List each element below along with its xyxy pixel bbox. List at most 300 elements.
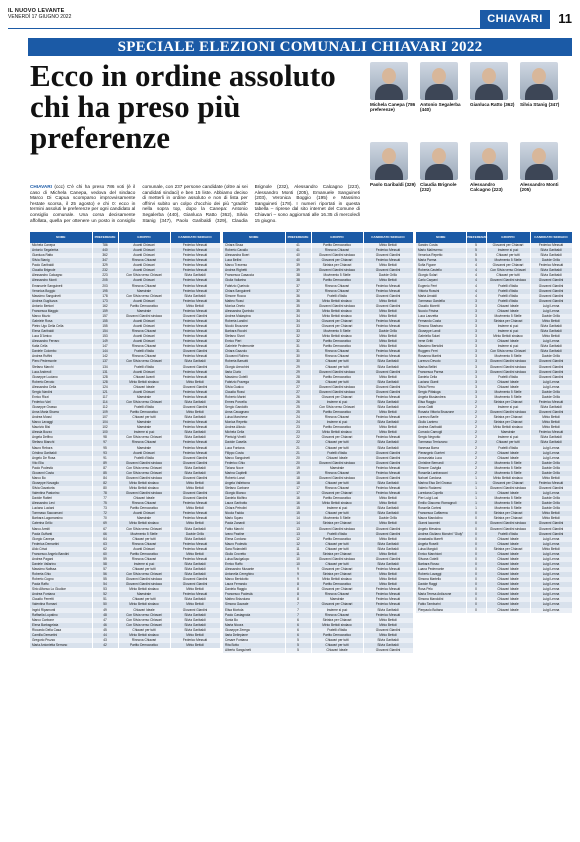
list-name: Chiavari per tutti	[118, 415, 170, 420]
mayor-candidate: Silvia Garibaldi	[530, 268, 572, 273]
mayor-candidate: Federico Messuti	[170, 268, 220, 273]
candidate-name: Maura Mandolino	[416, 516, 466, 521]
preferences-count: 5	[285, 648, 311, 653]
mayor-candidate: Davide Grillo	[530, 466, 572, 471]
list-name: Mirko Bettoli sindaco	[118, 380, 170, 385]
mayor-candidate: Giovanni Giardini	[363, 527, 413, 532]
preferences-count: 62	[92, 547, 118, 552]
candidate-name: Paola Raffo	[30, 582, 92, 587]
candidate-name: Paolo Garibaldi	[30, 263, 92, 268]
preferences-count: 0	[466, 527, 486, 532]
preferences-count: 43	[92, 638, 118, 643]
list-name: Chiavari per tutti	[311, 440, 363, 445]
preferences-count: 22	[285, 435, 311, 440]
issue-date: VENERDÌ 17 GIUGNO 2022	[8, 14, 72, 20]
preferences-count: 51	[92, 597, 118, 602]
candidate-name: Rosaria Vittoria Bruzzone	[416, 410, 466, 415]
preferences-count: 128	[92, 380, 118, 385]
list-name: Maestrale	[118, 420, 170, 425]
candidate-photo	[470, 142, 516, 193]
mayor-candidate: Silvia Garibaldi	[363, 365, 413, 370]
list-name: Sinistra per Chiavari	[311, 263, 363, 268]
mayor-candidate: Mirko Bettoli	[170, 380, 220, 385]
list-name: Giovanni per Chiavari	[311, 567, 363, 572]
preferences-count: 4	[466, 289, 486, 294]
mayor-candidate: Silvia Garibaldi	[170, 471, 220, 476]
list-name: Chiavari Ideale	[486, 552, 530, 557]
mayor-candidate: Mirko Bettoli	[170, 410, 220, 415]
candidate-name: Simone Rocca	[223, 294, 285, 299]
list-name: Mirko Bettoli sindaco	[118, 633, 170, 638]
preferences-count: 144	[92, 349, 118, 354]
preferences-count: 14	[285, 521, 311, 526]
list-name: Giovanni per Chiavari	[486, 263, 530, 268]
portrait-image	[470, 62, 508, 100]
mayor-candidate: Giovanni Giardini	[530, 527, 572, 532]
list-name: Mirko Bettoli sindaco	[118, 521, 170, 526]
preferences-count: 0	[466, 552, 486, 557]
masthead-left	[8, 8, 71, 20]
preferences-count: 104	[92, 420, 118, 425]
portrait-image	[470, 142, 508, 180]
preferences-count: 1	[466, 506, 486, 511]
preferences-count: 29	[285, 365, 311, 370]
candidate-name: Sergio Pittaluga	[416, 390, 466, 395]
list-name: Rinnova Chiavari	[118, 344, 170, 349]
preferences-count: 69	[92, 521, 118, 526]
list-name: Movimento 5 Stelle	[311, 329, 363, 334]
preferences-count: 1	[466, 496, 486, 501]
preferences-count: 15	[285, 506, 311, 511]
list-name: Con Silvia verso Chiavari	[118, 294, 170, 299]
candidate-name: Matteo Brizzolara	[223, 597, 285, 602]
mayor-candidate: Federico Messuti	[363, 289, 413, 294]
candidate-name: Gabriele Pedemonte	[223, 344, 285, 349]
preferences-count: 38	[285, 278, 311, 283]
mayor-candidate: Giovanni Giardini	[530, 486, 572, 491]
mayor-candidate: Federico Messuti	[363, 491, 413, 496]
candidate-name: Roberta Barsotti	[223, 359, 285, 364]
mayor-candidate: Federico Messuti	[170, 547, 220, 552]
list-name: Fratelli d'Italia	[486, 446, 530, 451]
list-name: Chiavari per tutti	[311, 380, 363, 385]
mayor-candidate: Luigi Lenna	[530, 309, 572, 314]
candidate-name: Luana Pedemonte	[416, 567, 466, 572]
list-name: Insieme si può	[118, 430, 170, 435]
list-name: Avanti Chiavari	[118, 248, 170, 253]
candidate-name: Maria Parma	[416, 258, 466, 263]
preferences-count: 8	[285, 597, 311, 602]
candidate-name: Sofia Figone	[416, 263, 466, 268]
table-header-row	[30, 232, 220, 243]
list-name: Chiavari per tutti	[118, 628, 170, 633]
preferences-count: 0	[466, 511, 486, 516]
candidate-name: Andrea Aliosio	[223, 425, 285, 430]
mayor-candidate: Mirko Bettoli	[530, 334, 572, 339]
list-name: Partito Democratico	[311, 633, 363, 638]
mayor-candidate: Mirko Bettoli	[363, 309, 413, 314]
list-name: Sinistra per Chiavari	[486, 420, 530, 425]
preferences-count: 203	[92, 284, 118, 289]
preferences-count: 30	[285, 354, 311, 359]
mayor-candidate: Mirko Bettoli	[363, 537, 413, 542]
list-name: Partito Democratico	[118, 304, 170, 309]
candidate-name: Tommaso Gardella	[416, 299, 466, 304]
column-header-list: GRUPPO	[486, 232, 530, 243]
table-row	[416, 608, 572, 613]
list-name: Sinistra per Chiavari	[486, 400, 530, 405]
mayor-candidate: Giovanni Giardini	[530, 410, 572, 415]
candidate-name: Luisa Margioli	[416, 547, 466, 552]
preferences-count: 8	[285, 592, 311, 597]
preferences-count: 2	[466, 410, 486, 415]
candidate-name: Nicolò Bruzzone	[223, 324, 285, 329]
candidate-name: Daniele Colombo	[30, 349, 92, 354]
preferences-count: 45	[92, 628, 118, 633]
preferences-count: 70	[92, 516, 118, 521]
column-header-name: NOME	[223, 232, 285, 243]
candidate-name: Angela Delfino	[30, 435, 92, 440]
list-name: Partito Democratico	[311, 425, 363, 430]
mayor-candidate: Davide Grillo	[530, 395, 572, 400]
mayor-candidate: Silvia Garibaldi	[170, 628, 220, 633]
section-label: CHIAVARI	[480, 10, 550, 28]
preferences-count: 87	[92, 466, 118, 471]
preferences-count: 154	[92, 329, 118, 334]
mayor-candidate: Federico Messuti	[363, 415, 413, 420]
preferences-count: 31	[285, 344, 311, 349]
table-header-row	[416, 232, 572, 243]
list-name: Rinnova Chiavari	[311, 289, 363, 294]
mayor-candidate: Giovanni Giardini	[170, 456, 220, 461]
candidate-name: Silvia Fierro	[416, 385, 466, 390]
candidate-name: Fabrizio Fravega	[223, 380, 285, 385]
preferences-count: 23	[285, 425, 311, 430]
candidate-name: Pierangelo Gurrieri	[416, 451, 466, 456]
mayor-candidate: Mirko Bettoli	[170, 633, 220, 638]
candidate-name: Monica Repetto	[223, 420, 285, 425]
preferences-count: 329	[92, 263, 118, 268]
list-name: Chiavari per tutti	[311, 542, 363, 547]
preferences-count: 26	[285, 395, 311, 400]
list-name: Chiavari Ideale	[486, 592, 530, 597]
mayor-candidate: Silvia Garibaldi	[170, 537, 220, 542]
preferences-count: 33	[285, 324, 311, 329]
mayor-candidate: Giovanni Giardini	[170, 349, 220, 354]
mayor-candidate: Giovanni Giardini	[170, 582, 220, 587]
mayor-candidate: Mirko Bettoli	[363, 572, 413, 577]
candidate-name: Alessandra Queirolo	[223, 309, 285, 314]
candidate-name: Giorgio Canepa	[30, 537, 92, 542]
candidate-name: Roberta Landini	[223, 319, 285, 324]
preferences-count: 162	[92, 304, 118, 309]
list-name: Giovanni Giardini sindaco	[118, 582, 170, 587]
preferences-count: 34	[285, 319, 311, 324]
preferences-count: 6	[285, 623, 311, 628]
preferences-count: 347	[92, 258, 118, 263]
list-name: Chiavari Ideale	[486, 537, 530, 542]
preferences-count: 153	[92, 334, 118, 339]
candidate-name: Antonio Bertoni	[30, 304, 92, 309]
mayor-candidate: Federico Messuti	[170, 592, 220, 597]
preferences-count: 84	[92, 476, 118, 481]
mayor-candidate: Federico Messuti	[363, 466, 413, 471]
candidate-name: Fabio Tamburini	[416, 602, 466, 607]
list-name: Movimento 5 Stelle	[486, 501, 530, 506]
preferences-count: 131	[92, 370, 118, 375]
list-name: Giovanni Giardini sindaco	[486, 410, 530, 415]
preferences-count: 0	[466, 592, 486, 597]
candidate-name: Roberto Cogno	[30, 577, 92, 582]
list-name: Insieme si può	[486, 248, 530, 253]
candidate-name: Alessandro Ferraro	[30, 339, 92, 344]
candidate-name: Michela Cella	[223, 430, 285, 435]
preferences-count: 10	[285, 562, 311, 567]
list-name: Movimento 5 Stelle	[311, 273, 363, 278]
candidate-name: Carlo Carpani	[416, 278, 466, 283]
preferences-count: 149	[92, 339, 118, 344]
portrait-image	[370, 142, 408, 180]
list-name: Rinnova Chiavari	[311, 354, 363, 359]
list-name: Con Silvia verso Chiavari	[118, 618, 170, 623]
list-name: Giovanni Giardini sindaco	[311, 390, 363, 395]
mayor-candidate: Luigi Lenna	[530, 451, 572, 456]
candidate-name: Marco Lavaggi	[30, 420, 92, 425]
mayor-candidate: Federico Messuti	[170, 638, 220, 643]
mayor-candidate: Giovanni Giardini	[363, 268, 413, 273]
candidate-name: Gregorio Pruzzo	[30, 638, 92, 643]
candidate-name: Francesco Podestà	[223, 592, 285, 597]
list-name: Movimento 5 Stelle	[486, 390, 530, 395]
preferences-count: 0	[466, 577, 486, 582]
list-name: Con Silvia verso Chiavari	[118, 623, 170, 628]
list-name: Rinnova Chiavari	[118, 354, 170, 359]
candidate-name: Alessandra Cella	[30, 385, 92, 390]
mayor-candidate: Silvia Garibaldi	[363, 643, 413, 648]
mayor-candidate: Luigi Lenna	[530, 567, 572, 572]
mayor-candidate: Federico Messuti	[170, 344, 220, 349]
candidate-name: Luca Fontana	[223, 446, 285, 451]
preferences-count: 223	[92, 273, 118, 278]
column-header-mayor: CANDIDATO SINDACO	[170, 232, 220, 243]
candidate-name: Angela Vallebona	[223, 481, 285, 486]
candidate-name: Tommaso Terrizzano	[416, 440, 466, 445]
preferences-count: 3	[466, 359, 486, 364]
mayor-candidate: Silvia Garibaldi	[170, 435, 220, 440]
preferences-count: 0	[466, 516, 486, 521]
preferences-count: 37	[285, 284, 311, 289]
mayor-candidate: Giovanni Giardini	[363, 253, 413, 258]
mayor-candidate: Federico Messuti	[170, 243, 220, 248]
candidate-name: Marco Bo	[30, 476, 92, 481]
mayor-candidate: Silvia Garibaldi	[170, 466, 220, 471]
candidate-name: Anna Gatti	[416, 405, 466, 410]
mayor-candidate: Federico Messuti	[363, 284, 413, 289]
mayor-candidate: Silvia Garibaldi	[170, 562, 220, 567]
candidate-name: Roberta Castello	[416, 268, 466, 273]
list-name: Con Silvia verso Chiavari	[486, 268, 530, 273]
candidate-name: Francesco Angelo Bandini	[30, 552, 92, 557]
list-name: Giovanni per Chiavari	[311, 395, 363, 400]
column-header-name: NOME	[416, 232, 466, 243]
candidate-name: Angelo De Rosa	[30, 456, 92, 461]
list-name: Avanti Chiavari	[118, 547, 170, 552]
preferences-count: 2	[466, 446, 486, 451]
mayor-candidate: Giovanni Giardini	[530, 284, 572, 289]
list-name: Fratelli d'Italia	[486, 299, 530, 304]
preferences-count: 3	[466, 304, 486, 309]
mayor-candidate: Federico Messuti	[170, 309, 220, 314]
list-name: Giovanni Giardini sindaco	[118, 491, 170, 496]
candidate-name: Luisa Bacigalupo	[223, 557, 285, 562]
preferences-count: 1	[466, 476, 486, 481]
list-name: Avanti Chiavari	[118, 319, 170, 324]
mayor-candidate: Federico Messuti	[363, 395, 413, 400]
preferences-count: 102	[92, 425, 118, 430]
preferences-count: 2	[466, 430, 486, 435]
mayor-candidate: Mirko Bettoli	[363, 410, 413, 415]
mayor-candidate: Mirko Bettoli	[363, 314, 413, 319]
candidate-photo	[420, 62, 466, 113]
candidate-name: Daniela Cella	[416, 375, 466, 380]
candidate-name: Sergio Nardini	[30, 390, 92, 395]
candidate-name: Roberto Devoto	[30, 380, 92, 385]
candidate-name: Marta Nicora	[223, 623, 285, 628]
candidate-name: Francesca Casaccia	[223, 273, 285, 278]
candidate-name: Alessandra Boeri	[223, 253, 285, 258]
preferences-count: 13	[285, 527, 311, 532]
mayor-candidate: Luigi Lenna	[530, 597, 572, 602]
preferences-count: 63	[92, 542, 118, 547]
preferences-count: 0	[466, 542, 486, 547]
mayor-candidate: Davide Grillo	[363, 329, 413, 334]
candidate-name: Elisa Raggio	[416, 400, 466, 405]
mayor-candidate: Giovanni Giardini	[170, 314, 220, 319]
candidate-name: Veronica Boggio	[30, 289, 92, 294]
list-name: Con Silvia verso Chiavari	[486, 349, 530, 354]
mayor-candidate: Mirko Bettoli	[363, 430, 413, 435]
candidate-name: Monica Oneto	[223, 304, 285, 309]
preferences-count: 18	[285, 476, 311, 481]
candidate-name: Marco Armiti	[30, 527, 92, 532]
preferences-count: 2	[466, 425, 486, 430]
preferences-count: 48	[92, 613, 118, 618]
list-name: Insieme si può	[486, 324, 530, 329]
list-name: Avanti Chiavari	[118, 334, 170, 339]
list-name: Chiavari Ideale	[486, 385, 530, 390]
list-name: Rinnova Chiavari	[311, 471, 363, 476]
list-name: Partito Democratico	[311, 496, 363, 501]
preferences-count: 89	[92, 461, 118, 466]
list-name: Partito Democratico	[118, 552, 170, 557]
list-name: Insieme si può	[486, 344, 530, 349]
list-name: Mirko Bettoli sindaco	[311, 577, 363, 582]
preferences-count: 12	[285, 537, 311, 542]
page-number: 11	[558, 11, 572, 26]
preferences-count: 0	[466, 582, 486, 587]
candidate-name: Pierluigi Vinelli	[223, 435, 285, 440]
mayor-candidate: Davide Grillo	[363, 516, 413, 521]
preferences-count: 14	[285, 516, 311, 521]
preferences-count: 28	[285, 375, 311, 380]
mayor-candidate: Federico Messuti	[363, 319, 413, 324]
list-name: Con Silvia verso Chiavari	[118, 400, 170, 405]
preferences-count: 19	[285, 471, 311, 476]
preferences-count: 2	[466, 400, 486, 405]
list-name: Giovanni Giardini sindaco	[486, 365, 530, 370]
list-name: Chiavari Ideale	[486, 577, 530, 582]
preferences-count: 3	[466, 339, 486, 344]
list-name: Chiavari per tutti	[118, 537, 170, 542]
candidate-name: Chiara Gazzolo	[223, 349, 285, 354]
mayor-candidate: Silvia Garibaldi	[530, 324, 572, 329]
list-name: Movimento 5 Stelle	[118, 532, 170, 537]
mayor-candidate: Mirko Bettoli	[363, 334, 413, 339]
mayor-candidate: Mirko Bettoli	[363, 582, 413, 587]
mayor-candidate: Giovanni Giardini	[170, 461, 220, 466]
mayor-candidate: Silvia Garibaldi	[530, 273, 572, 278]
list-name: Maestrale	[311, 597, 363, 602]
mayor-candidate: Mirko Bettoli	[170, 481, 220, 486]
candidate-name: Raffaella Lupatino	[30, 613, 92, 618]
preferences-count: 3	[466, 385, 486, 390]
list-name: Partito Democratico	[311, 537, 363, 542]
preferences-count: 41	[285, 243, 311, 248]
preferences-count: 109	[92, 410, 118, 415]
preferences-count: 6	[285, 628, 311, 633]
preferences-count: 2	[466, 461, 486, 466]
candidate-name: Rita Botto	[223, 643, 285, 648]
article-body: (ccc) C'è chi ha preso 786 voti (è il caso di Michela Canepa, vedova del sindaco Marco Di Capua scomparso improvvisamente l'estate scorsa, il 25 agosto) e chi 0: ecco in termini assoluti le preferenze per ogni candidato al consiglio comunale. Una corsa decisamente affollata, quella per ottenere un posto in consiglio comunale, con 237 persone candidate (oltre ai sei candidati sindaci) e ben 15 liste. Abbiamo deciso di metterli in ordine assoluto e non di lista per offrirvi subito un colpo d'occhio dei più "graditi" nella sopra top, dopo la Canepa: Antonio Segalerba (440), Gianluca Ratto (362), Silvia Stanig (347), Paolo Garibaldi (329), Claudia Brignole (232), Alessandro Calcagno (223), Alessandro Monti (205), Emanuele Sanguineti (203), Veronica Boggio (195) e Massimo Sanguineti (178). I numeri riportati in questa tabella – riprese dal sito internet del Comune di Chiavari – sono aggiornati alle 16.35 di mercoledì 15 giugno.	[30, 184, 360, 223]
preferences-count: 117	[92, 395, 118, 400]
mayor-candidate: Federico Messuti	[170, 446, 220, 451]
mayor-candidate: Mirko Bettoli	[170, 521, 220, 526]
preferences-count: 17	[285, 491, 311, 496]
list-name: Chiavari per tutti	[486, 273, 530, 278]
candidate-name: Emilio Giacomo Romagnoli	[416, 501, 466, 506]
candidate-name: Enrico Pieri	[223, 339, 285, 344]
mayor-candidate: Giovanni Giardini	[530, 375, 572, 380]
mayor-candidate: Silvia Garibaldi	[363, 400, 413, 405]
mayor-candidate: Federico Messuti	[170, 334, 220, 339]
preferences-count: 147	[92, 344, 118, 349]
list-name: Giovanni Giardini sindaco	[311, 557, 363, 562]
list-name: Partito Democratico	[118, 410, 170, 415]
list-name: Chiavari per tutti	[311, 643, 363, 648]
list-name: Insieme si può	[311, 506, 363, 511]
preferences-count: 47	[92, 618, 118, 623]
preferences-count: 3	[466, 299, 486, 304]
preferences-count: 4	[466, 294, 486, 299]
list-name: Rinnova Chiavari	[118, 284, 170, 289]
mayor-candidate: Luigi Lenna	[530, 602, 572, 607]
preferences-count: 60	[92, 552, 118, 557]
preferences-count: 3	[466, 324, 486, 329]
list-name: Rinnova Chiavari	[118, 638, 170, 643]
preferences-count: 3	[466, 380, 486, 385]
list-name: Chiavari Ideale	[311, 456, 363, 461]
mayor-candidate: Silvia Garibaldi	[170, 527, 220, 532]
candidate-name: Claudia Rossi	[223, 390, 285, 395]
candidate-name: Alessandro Musante	[223, 567, 285, 572]
mayor-candidate: Davide Grillo	[530, 501, 572, 506]
preferences-count: 3	[466, 395, 486, 400]
candidate-name: Mario Squeo	[223, 516, 285, 521]
portrait-image	[370, 62, 408, 100]
mayor-candidate: Mirko Bettoli	[530, 420, 572, 425]
list-name: Chiavari Ideale	[311, 648, 363, 653]
candidate-name: Federico Ghio	[223, 461, 285, 466]
